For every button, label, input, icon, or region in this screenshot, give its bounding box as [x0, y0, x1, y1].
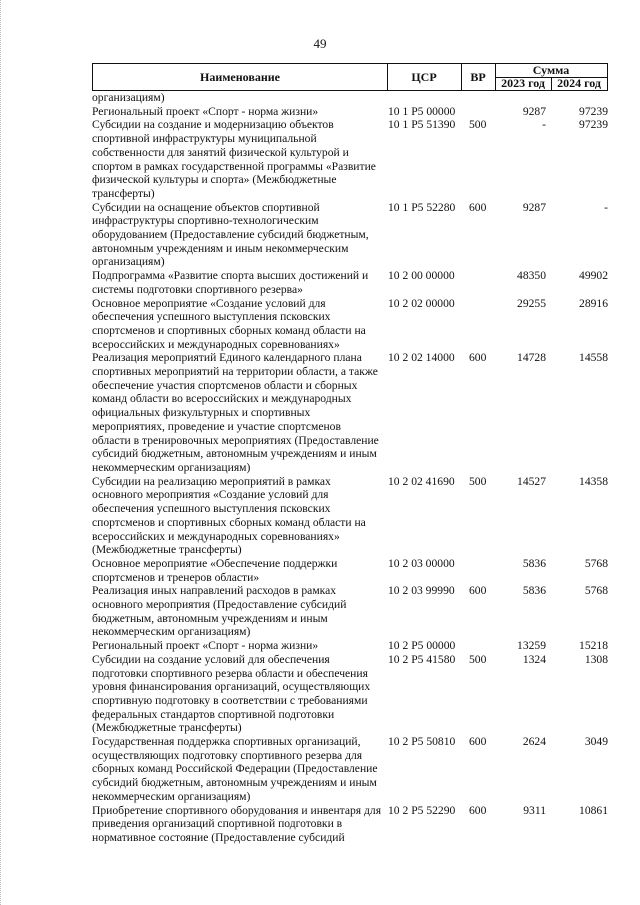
row-vr: 600 — [469, 200, 487, 214]
row-sum-2023: 1324 — [522, 652, 546, 666]
row-vr: 500 — [469, 118, 487, 132]
row-sum-2024: 15218 — [579, 639, 608, 653]
row-sum-2023: 13259 — [517, 639, 546, 653]
table-row — [92, 639, 612, 653]
row-vr: 500 — [469, 474, 487, 488]
row-sum-2024: 5768 — [584, 556, 608, 570]
row-name: Региональный проект «Спорт - норма жизни» — [92, 639, 319, 653]
row-vr: 500 — [469, 652, 487, 666]
header-year-2023: 2023 год — [495, 77, 552, 90]
row-sum-2023: 2624 — [522, 735, 546, 749]
row-sum-2023: 5836 — [522, 556, 546, 570]
row-sum-2024: - — [604, 200, 608, 214]
row-sum-2024: 49902 — [579, 269, 608, 283]
table-row — [92, 91, 612, 105]
row-csr: 10 2 P5 41580 — [388, 652, 456, 666]
row-csr: 10 2 02 00000 — [388, 296, 455, 310]
row-sum-2023: 5836 — [522, 584, 546, 598]
page-number: 49 — [313, 36, 327, 51]
row-sum-2024: 28916 — [579, 296, 608, 310]
row-sum-2024: 5768 — [584, 584, 608, 598]
row-sum-2024: 97239 — [579, 104, 608, 118]
row-sum-2024: 1308 — [584, 652, 608, 666]
header-year-2024: 2024 год — [557, 76, 601, 90]
row-sum-2023: - — [542, 118, 546, 132]
table-row — [92, 475, 612, 557]
row-sum-2023: 29255 — [517, 296, 546, 310]
table-row — [92, 557, 612, 584]
header-name: Наименование — [93, 64, 388, 90]
row-csr: 10 2 00 00000 — [388, 269, 455, 283]
row-name: Субсидии на реализацию мероприятий в рамках основного мероприятия «Создание условий для обеспечения успешного выступления псковских спортсменов и спортивных сборных команд области на всероссийских и международных соревнованиях» (Межбюджетные трансферты) — [92, 474, 366, 557]
row-csr: 10 1 P5 00000 — [388, 104, 456, 118]
row-csr: 10 2 P5 50810 — [388, 735, 456, 749]
row-sum-2023: 14728 — [517, 351, 546, 365]
row-name: Реализация мероприятий Единого календарного плана спортивных мероприятий на территории области, а также обеспечение участия спортсменов области и сборных команд области во всероссийских и международных официальных физкультурных и спортивных мероприятиях, проведение и участие спортсменов области в тренировочных мероприятиях (Предоставление субсидий бюджетным, автономным учреждениям и иным некоммерческим организациям) — [92, 351, 379, 474]
row-name: Приобретение спортивного оборудования и инвентаря для приведения организаций спортивной подготовки в нормативное состояние (Предоставление субсидий — [92, 803, 382, 844]
row-csr: 10 1 P5 52280 — [388, 200, 456, 214]
table-row — [92, 351, 612, 474]
row-name: Подпрограмма «Развитие спорта высших достижений и системы подготовки спортивного резерва» — [92, 269, 369, 296]
row-vr: 600 — [469, 735, 487, 749]
row-name: Субсидии на создание и модернизацию объектов спортивной инфраструктуры муниципальной собственности для занятий физической культурой и спортом в рамках государственной программы «Развитие физической культуры и спорта» (Межбюджетные трансферты) — [92, 118, 376, 200]
row-name: Государственная поддержка спортивных организаций, осуществляющих подготовку спортивного резерва для сборных команд Российской Федерации (Предоставление субсидий бюджетным, автономным учреждениям и иным некоммерческим организациям) — [92, 735, 378, 803]
row-sum-2023: 9311 — [523, 803, 546, 817]
row-sum-2024: 97239 — [579, 118, 608, 132]
header-vr: ВР — [461, 64, 496, 90]
row-csr: 10 2 02 14000 — [388, 351, 455, 365]
row-sum-2023: 9287 — [522, 104, 546, 118]
header-csr: ЦСР — [387, 64, 462, 90]
row-csr: 10 2 02 41690 — [388, 474, 455, 488]
row-sum-2023: 48350 — [517, 269, 546, 283]
row-sum-2024: 14558 — [579, 351, 608, 365]
row-vr: 600 — [469, 803, 487, 817]
row-sum-2024: 14358 — [579, 474, 608, 488]
row-vr: 600 — [469, 351, 487, 365]
row-name: Основное мероприятие «Создание условий для обеспечения успешного выступления псковских спортсменов и спортивных сборных команд области на всероссийских и международных соревнованиях» — [92, 296, 366, 351]
table-row — [92, 653, 612, 735]
table-row — [92, 804, 612, 845]
row-name: Субсидии на оснащение объектов спортивной инфраструктуры спортивно-технологическим оборудованием (Предоставление субсидий бюджетным, автономным учреждениям и иным некоммерческим организациям) — [92, 200, 369, 269]
budget-table-body — [92, 91, 612, 845]
table-row — [92, 584, 612, 639]
row-name: Региональный проект «Спорт - норма жизни» — [92, 104, 319, 118]
row-csr: 10 2 03 99990 — [388, 584, 455, 598]
header-sum: Сумма — [495, 64, 607, 78]
row-csr: 10 2 03 00000 — [388, 556, 455, 570]
row-sum-2024: 10861 — [579, 803, 608, 817]
row-sum-2023: 9287 — [522, 200, 546, 214]
table-row — [92, 201, 612, 270]
row-sum-2023: 14527 — [517, 474, 546, 488]
table-row — [92, 118, 612, 200]
row-csr: 10 1 P5 51390 — [388, 118, 456, 132]
row-vr: 600 — [469, 584, 487, 598]
table-row — [92, 735, 612, 804]
page-edge — [0, 0, 5, 905]
row-sum-2024: 3049 — [584, 735, 608, 749]
table-row — [92, 269, 612, 296]
row-csr: 10 2 P5 52290 — [388, 803, 456, 817]
table-header — [92, 63, 608, 91]
table-row — [92, 297, 612, 352]
row-name: организациям) — [92, 91, 165, 104]
row-name: Реализация иных направлений расходов в рамках основного мероприятия (Предоставление субсидий бюджетным, автономным учреждениям и иным некоммерческим организациям) — [92, 584, 347, 639]
table-row — [92, 105, 612, 119]
row-csr: 10 2 P5 00000 — [388, 639, 456, 653]
row-name: Субсидии на создание условий для обеспечения подготовки спортивного резерва области и обеспечения уровня финансирования организаций, осуществляющих спортивную подготовку в соответствии с требованиями федеральных стандартов спортивной подготовки (Межбюджетные трансферты) — [92, 652, 371, 735]
row-name: Основное мероприятие «Обеспечение поддержки спортсменов и тренеров области» — [92, 556, 338, 584]
